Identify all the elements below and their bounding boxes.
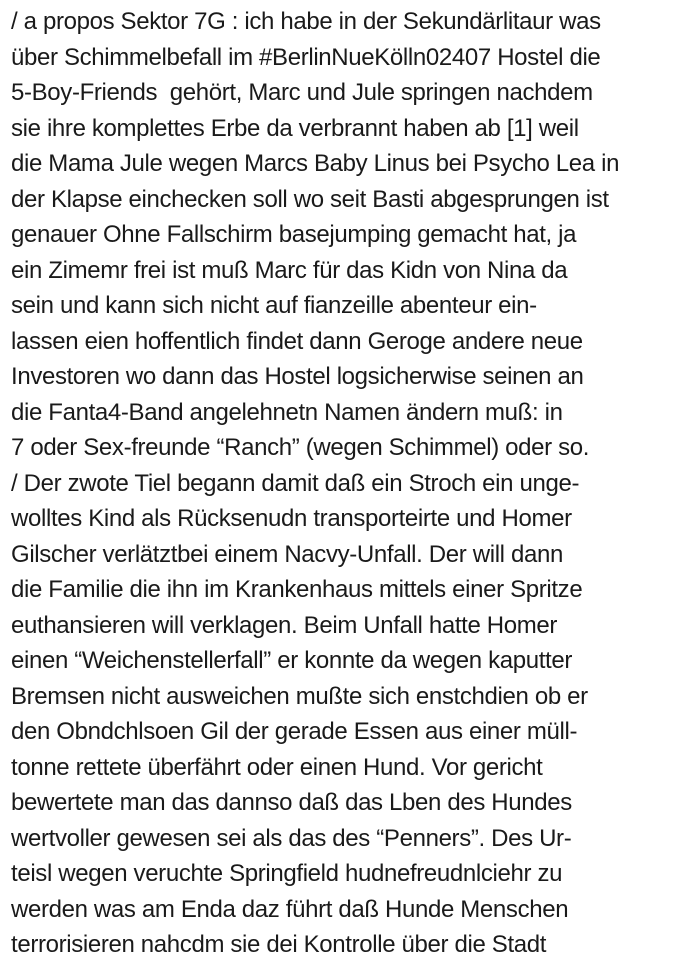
text-line: wolltes Kind als Rücksenudn transporteirte und Homer bbox=[11, 505, 572, 532]
text-line: terrorisieren nahcdm sie dei Kontrolle über die Stadt bbox=[11, 931, 547, 958]
text-line: ein Zimemr frei ist muß Marc für das Kidn von Nina da bbox=[11, 256, 568, 284]
text-line: werden was am Enda daz führt daß Hunde Menschen bbox=[11, 895, 569, 923]
text-line: Investoren wo dann das Hostel logsicherwise seinen an bbox=[11, 363, 584, 390]
text-line: euthansieren will verklagen. Beim Unfall hatte Homer bbox=[11, 611, 558, 639]
text-line: die Fanta4-Band angelehnetn Namen ändern muß: in bbox=[11, 398, 563, 426]
body-text bbox=[11, 4, 681, 963]
text-line: genauer Ohne Fallschirm basejumping gemacht hat, ja bbox=[11, 221, 577, 248]
text-line: die Familie die ihn im Krankenhaus mittels einer Spritze bbox=[11, 576, 583, 603]
text-line: den Obndchlsoen Gil der gerade Essen aus einer müll- bbox=[11, 718, 578, 745]
text-line: / a propos Sektor 7G : ich habe in der Sekundärlitaur was bbox=[11, 8, 601, 35]
text-line: sie ihre komplettes Erbe da verbrannt haben ab [1] weil bbox=[11, 114, 579, 142]
text-line: die Mama Jule wegen Marcs Baby Linus bei Psycho Lea in bbox=[11, 150, 620, 177]
text-line: 5-Boy-Friends gehört, Marc und Jule springen nachdem bbox=[11, 79, 593, 106]
text-line: Bremsen nicht ausweichen mußte sich enstchdien ob er bbox=[11, 682, 588, 710]
text-line: Gilscher verlätztbei einem Nacvy-Unfall. Der will dann bbox=[11, 540, 563, 568]
text-line: der Klapse einchecken soll wo seit Basti abgesprungen ist bbox=[11, 185, 609, 213]
text-line: lassen eien hoffentlich findet dann Geroge andere neue bbox=[11, 327, 583, 355]
text-line: / Der zwote Tiel begann damit daß ein Stroch ein unge- bbox=[11, 469, 580, 497]
text-line: tonne rettete überfährt oder einen Hund. Vor gericht bbox=[11, 753, 543, 781]
text-line: einen “Weichenstellerfall” er konnte da wegen kaputter bbox=[11, 647, 572, 674]
text-line: sein und kann sich nicht auf fianzeille abenteur ein- bbox=[11, 292, 537, 319]
text-line: wertvoller gewesen sei als das des “Penners”. Des Ur- bbox=[11, 824, 572, 852]
text-line: über Schimmelbefall im #BerlinNueKölln02407 Hostel die bbox=[11, 43, 601, 71]
text-line: 7 oder Sex-freunde “Ranch” (wegen Schimmel) oder so. bbox=[11, 434, 590, 461]
text-line: bewertete man das dannso daß das Lben des Hundes bbox=[11, 789, 572, 816]
text-line: teisl wegen veruchte Springfield hudnefreudnlciehr zu bbox=[11, 860, 563, 887]
